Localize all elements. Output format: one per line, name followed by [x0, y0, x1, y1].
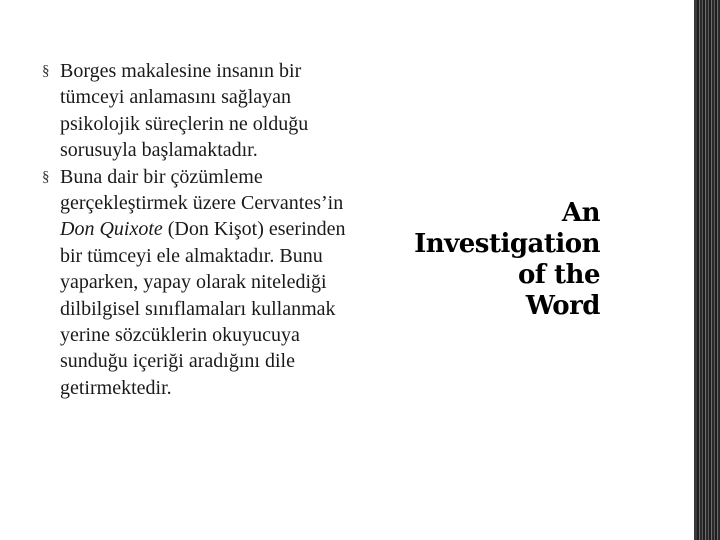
bullet-2-line-3-rest: (Don Kişot) eserinden: [162, 218, 346, 241]
bullet-1-line-2: tümceyi anlamasını sağlayan: [60, 86, 292, 109]
bullet-2-line-2: gerçekleştirmek üzere Cervantes’in: [60, 192, 344, 215]
bullet-1-line-1: Borges makalesine insanın bir: [60, 60, 302, 82]
book-title-italic: Don Quixote: [60, 218, 163, 241]
bullet-marker-icon: §: [42, 63, 50, 79]
title-line-2: Investigation: [414, 229, 600, 259]
title-line-4: Word: [525, 291, 600, 321]
title-line-3: of the: [517, 260, 600, 290]
bullet-2-line-1: Buna dair bir çözümleme: [60, 165, 263, 188]
bullet-2-line-6: dilbilgisel sınıflamaları kullanmak: [60, 297, 336, 320]
body-text: [42, 58, 422, 401]
bullet-2-line-4: bir tümceyi ele almaktadır. Bunu: [60, 244, 323, 267]
slide-title: [414, 198, 600, 322]
bullet-item-1: [42, 58, 422, 164]
decorative-edge-strip: [694, 0, 720, 540]
bullet-2-line-7: yerine sözcüklerin okuyucuya: [60, 324, 300, 347]
bullet-marker-icon: §: [42, 168, 50, 185]
bullet-2-line-8: sunduğu içeriği aradığını dile: [60, 350, 295, 373]
bullet-2-line-3: [60, 216, 422, 242]
bullet-1-line-4: sorusuyla başlamaktadır.: [60, 139, 258, 162]
bullet-1-line-3: psikolojik süreçlerin ne olduğu: [60, 112, 309, 135]
title-line-1: An: [561, 198, 600, 228]
bullet-2-line-5: yaparken, yapay olarak nitelediği: [60, 271, 327, 294]
bullet-2-line-9: getirmektedir.: [60, 376, 172, 399]
bullet-item-2: [42, 164, 422, 402]
